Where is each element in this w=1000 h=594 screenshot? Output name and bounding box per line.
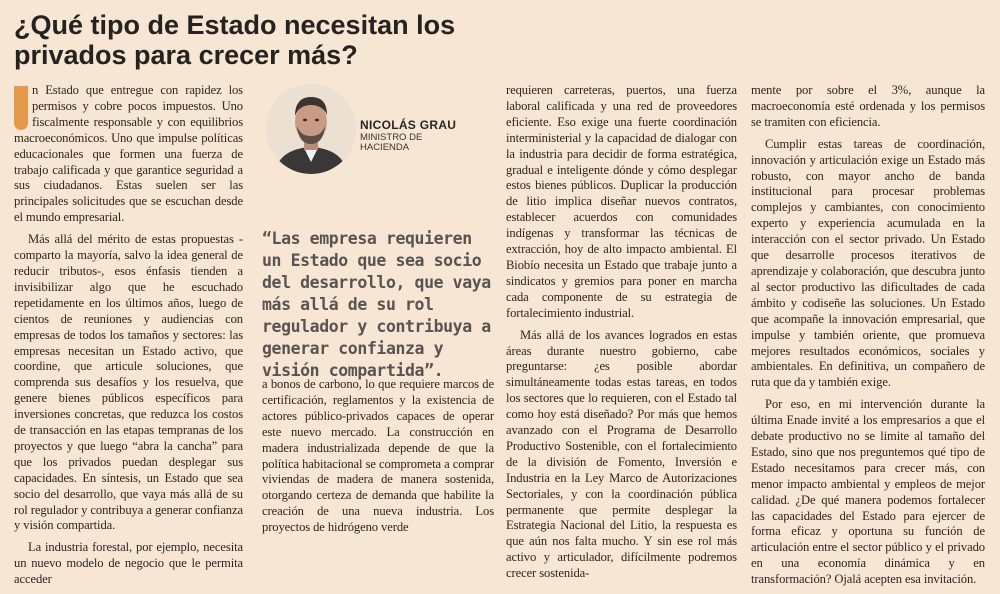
headline: ¿Qué tipo de Estado necesitan los privados para crecer más? [14, 10, 456, 70]
paragraph-text: n Estado que entregue con rapidez los permisos y cobre pocos impuestos. Uno fiscalmente responsable y con equilibrios macroeconómicos. Uno que impulse políticas educacionales que formen una fuerza de trabajo calificada y que garantice seguridad a sus ciudadanos. Estas suelen ser las principales solicitudes que se escuchan desde el mundo empresarial. [14, 83, 243, 225]
paragraph: Más allá de los avances logrados en estas áreas durante nuestro gobierno, cabe preguntarse: ¿es posible abordar simultáneamente todas estas tareas, en todos los sectores que lo requieren, con el Estado tal como hoy está diseñado? Por más que hemos avanzado con el Programa de Desarrollo Productivo Sostenible, con el fortalecimiento de la división de Fomento, Inversión e Industria en la Ley Marco de Autorizaciones Sectoriales, y con la coordinación pública permanente que permite desplegar la Estrategia Nacional del Litio, la respuesta es que aún nos falta mucho. Y sin ese rol más activo y articulador, difícilmente podremos crecer sostenida- [506, 327, 737, 581]
drop-cap-u [14, 86, 28, 130]
paragraph: mente por sobre el 3%, aunque la macroeconomía esté ordenada y los permisos se tramiten con eficiencia. [751, 83, 985, 129]
author-photo [266, 84, 356, 174]
author-name: NICOLÁS GRAU [360, 118, 457, 132]
article-column-3 [506, 83, 737, 588]
paragraph: Por eso, en mi intervención durante la última Enade invité a los empresarios a que el debate productivo no se limite al tamaño del Estado, sino que nos preguntemos qué tipo de Estado necesitamos para crecer más, con menor impacto ambiental y empleos de mejor calidad. ¿De qué manera podemos fortalecer las capacidades del Estado para ejercer de forma eficaz y oportuna su función de articulación entre el sector público y el privado en una economía dinámica y en transformación? Ojalá acepten esa invitación. [751, 397, 985, 587]
author-role: MINISTRO DE HACIENDA [360, 132, 423, 153]
paragraph: Más allá del mérito de estas propuestas -comparto la mayoría, salvo la idea general de reducir tributos-, esos énfasis tienden a invisibilizar algo que he escuchado repetidamente en los últimos años, luego de cientos de reuniones y audiencias con empresas de todos los tamaños y sectores: las empresas necesitan un Estado activo, que coordine, que articule soluciones, que comprenda sus desafíos y los resuelva, que genere bienes públicos específicos para inversiones concretas, que reduzca los costos de transacción en las etapas tempranas de los proyectos y que luego “abra la cancha” para que los privados puedan desplegar sus capacidades. En síntesis, un Estado que sea socio del desarrollo, que vaya más allá de su rol regulador y contribuya a generar confianza y visión compartida. [14, 232, 243, 533]
paragraph [14, 83, 243, 226]
paragraph: La industria forestal, por ejemplo, necesita un nuevo modelo de negocio que le permita acceder [14, 540, 243, 587]
paragraph: a bonos de carbono, lo que requiere marcos de certificación, reglamentos y la existencia de actores público-privados capaces de operar este nuevo mercado. La construcción en madera industrializada depende de que la política habitacional se comprometa a comprar viviendas de madera de manera sostenida, otorgando certeza de demanda que habilite la creación de una nueva industria. Los proyectos de hidrógeno verde [262, 377, 494, 535]
article-column-2 [262, 377, 494, 542]
article-column-4 [751, 83, 985, 594]
paragraph: requieren carreteras, puertos, una fuerza laboral calificada y una red de proveedores eficiente. Eso exige una fuerte coordinación interministerial y la capacidad de dialogar con la industria para decidir de forma estratégica, gradual e inteligente dónde y cómo desplegar estos bienes públicos. Duplicar la producción de litio implica diseñar nuevos contratos, establecer acuerdos con comunidades indígenas y transformar las técnicas de extracción, hoy de alto impacto ambiental. El Biobío necesita un Estado que trabaje junto a sindicatos y gremios para poner en marcha cada componente de su estrategia de fortalecimiento industrial. [506, 83, 737, 320]
article-column-1 [14, 83, 243, 594]
pull-quote: “Las empresa requieren un Estado que sea socio del desarrollo, que vaya más allá de su rol regulador y contribuya a generar confianza y visión compartida”. [262, 229, 491, 380]
paragraph: Cumplir estas tareas de coordinación, innovación y articulación exige un Estado más robusto, con mayor ancho de banda institucional para procesar problemas complejos y cambiantes, con conocimiento experto y experiencia acumulada en la interacción con el sector privado. Un Estado que desarrolle procesos iterativos de aprendizaje y colaboración, que descubra junto al sector productivo las dificultades de cada ámbito y codiseñe las soluciones. Un Estado que acompañe la innovación empresarial, que impulse y también oriente, que promueva mejores resultados económicos, sociales y ambientales. En definitiva, un compañero de ruta que da y también exige. [751, 136, 985, 390]
